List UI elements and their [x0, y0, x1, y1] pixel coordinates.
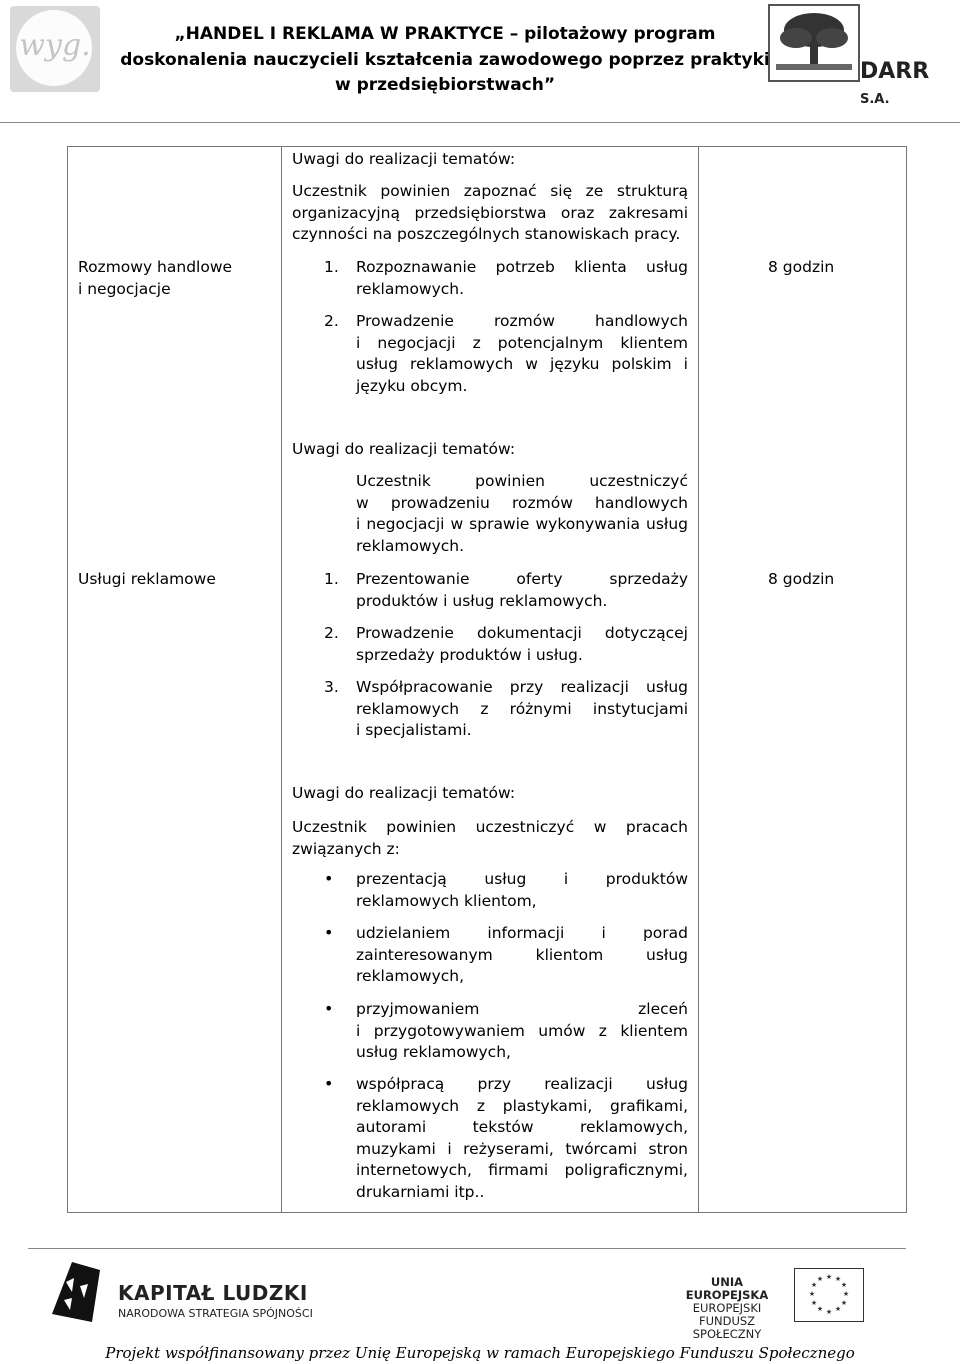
list-item	[356, 311, 688, 397]
item-line: Rozpoznawanie potrzeb klienta usług	[356, 258, 688, 276]
darr-main: DARR	[860, 59, 930, 84]
notes-label: Uwagi do realizacji tematów:	[292, 440, 516, 458]
kapital-ludzki-subtitle: NARODOWA STRATEGIA SPÓJNOŚCI	[118, 1307, 313, 1320]
footer-divider	[28, 1248, 906, 1249]
item-line: Prowadzenie rozmów handlowych	[356, 312, 688, 330]
list-item	[356, 257, 688, 300]
notes-text	[292, 181, 688, 246]
bullet-line: autorami tekstów reklamowych,	[356, 1118, 688, 1136]
svg-text:★: ★	[808, 1290, 816, 1298]
svg-text:★: ★	[842, 1290, 850, 1298]
subject-line: i negocjacje	[78, 279, 171, 298]
list-item	[356, 677, 688, 742]
bullet-line: drukarniami itp..	[356, 1182, 485, 1201]
bullet-line: muzykami i reżyserami, twórcami stron	[356, 1139, 688, 1158]
kapital-ludzki-logo-icon	[52, 1262, 100, 1322]
item-line: reklamowych z różnymi instytucjami	[356, 699, 688, 718]
eu-flag-icon	[794, 1268, 864, 1322]
item-number: 2.	[324, 312, 339, 330]
darr-brand-text	[860, 59, 954, 109]
item-line: Współpracowanie przy realizacji usług	[356, 678, 688, 696]
title-line-1: „HANDEL I REKLAMA W PRAKTYCE – pilotażowy program	[174, 24, 716, 44]
svg-text:★: ★	[810, 1299, 818, 1307]
bullet-line: i przygotowywaniem umów z klientem	[356, 1021, 688, 1040]
darr-logo	[768, 4, 954, 107]
list-item	[356, 569, 688, 612]
item-line: Prezentowanie oferty sprzedaży	[356, 570, 688, 588]
ue-line-2: EUROPEJSKI	[692, 1301, 762, 1315]
item-line: usług reklamowych w języku polskim i	[356, 355, 688, 373]
bullet-line: udzielaniem informacji i porad	[356, 924, 688, 942]
tree-icon	[768, 4, 860, 82]
item-line: reklamowych.	[356, 279, 465, 298]
bullet-line: współpracą przy realizacji usług	[356, 1075, 688, 1093]
bullet-icon: •	[324, 1074, 334, 1093]
notes-text	[356, 471, 688, 557]
svg-text:★: ★	[834, 1275, 842, 1283]
program-table	[67, 146, 907, 1213]
notes-text	[292, 817, 688, 860]
subject-rozmowy	[78, 257, 232, 300]
item-line: i specjalistami.	[356, 721, 472, 739]
bullet-line: zainteresowanym klientom usług	[356, 945, 688, 964]
item-line: sprzedaży produktów i usług.	[356, 645, 583, 664]
subject-uslugi: Usługi reklamowe	[78, 570, 216, 588]
item-number: 1.	[324, 258, 339, 276]
wyg-logo-text: wyg.	[19, 28, 91, 63]
subject-line: Rozmowy handlowe	[78, 258, 233, 276]
kapital-ludzki-title: KAPITAŁ LUDZKI	[118, 1281, 308, 1305]
bullet-icon: •	[324, 999, 334, 1018]
svg-text:★: ★	[816, 1305, 824, 1313]
item-line: i negocjacji z potencjalnym klientem	[356, 333, 688, 352]
column-divider-2	[698, 147, 699, 1212]
notes-label: Uwagi do realizacji tematów:	[292, 784, 516, 802]
bullet-line: prezentacją usług i produktów	[356, 870, 688, 888]
bullet-line: reklamowych klientom,	[356, 891, 537, 910]
title-line-2: doskonalenia nauczycieli kształcenia zawodowego poprzez praktyki	[120, 49, 770, 70]
bullet-item	[356, 999, 688, 1064]
bullet-item	[356, 1074, 688, 1203]
svg-text:★: ★	[816, 1275, 824, 1283]
ue-text	[670, 1276, 784, 1341]
header-divider	[0, 122, 960, 123]
notes-line: Uczestnik powinien uczestniczyć	[356, 472, 688, 490]
hours-uslugi: 8 godzin	[768, 570, 835, 588]
item-line: języku obcym.	[356, 376, 468, 395]
item-number: 2.	[324, 624, 339, 642]
bullet-line: reklamowych,	[356, 967, 465, 985]
svg-text:★: ★	[840, 1299, 848, 1307]
notes-line: w prowadzeniu rozmów handlowych	[356, 493, 688, 512]
notes-line: związanych z:	[292, 839, 400, 858]
notes-line: i negocjacji w sprawie wykonywania usług	[356, 515, 688, 533]
svg-text:★: ★	[810, 1281, 818, 1289]
ue-line-3: FUNDUSZ SPOŁECZNY	[692, 1314, 762, 1341]
title-line-3: w przedsiębiorstwach”	[334, 75, 556, 95]
bullet-item	[356, 923, 688, 988]
bullet-icon: •	[324, 869, 334, 888]
bullet-line: przyjmowaniem zleceń	[356, 1000, 688, 1018]
item-number: 3.	[324, 678, 339, 696]
wyg-logo	[10, 6, 100, 92]
hours-rozmowy: 8 godzin	[768, 258, 835, 276]
bullet-icon: •	[324, 923, 334, 942]
notes-line: Uczestnik powinien zapoznać się ze strukturą	[292, 182, 688, 200]
bullet-item	[356, 869, 688, 912]
svg-text:★: ★	[825, 1308, 833, 1316]
item-line: Prowadzenie dokumentacji dotyczącej	[356, 624, 688, 642]
item-number: 1.	[324, 570, 339, 588]
svg-text:★: ★	[825, 1273, 833, 1281]
bullet-line: reklamowych z plastykami, grafikami,	[356, 1096, 688, 1115]
notes-line: czynności na poszczególnych stanowiskach pracy.	[292, 225, 681, 243]
funding-note: Projekt współfinansowany przez Unię Europejską w ramach Europejskiego Funduszu Społecznego	[105, 1344, 855, 1362]
bullet-line: usług reklamowych,	[356, 1043, 511, 1061]
document-title	[110, 22, 780, 99]
darr-suffix: S.A.	[860, 92, 890, 107]
notes-line: organizacyjną przedsiębiorstwa oraz zakresami	[292, 203, 688, 222]
notes-label: Uwagi do realizacji tematów:	[292, 150, 516, 168]
notes-line: Uczestnik powinien uczestniczyć w pracach	[292, 818, 688, 836]
notes-line: reklamowych.	[356, 536, 465, 555]
svg-text:★: ★	[840, 1281, 848, 1289]
ue-line-1: UNIA EUROPEJSKA	[685, 1275, 769, 1302]
list-item	[356, 623, 688, 666]
column-divider-1	[281, 147, 282, 1212]
svg-text:★: ★	[834, 1305, 842, 1313]
item-line: produktów i usług reklamowych.	[356, 591, 608, 610]
bullet-line: internetowych, firmami poligraficznymi,	[356, 1161, 688, 1179]
